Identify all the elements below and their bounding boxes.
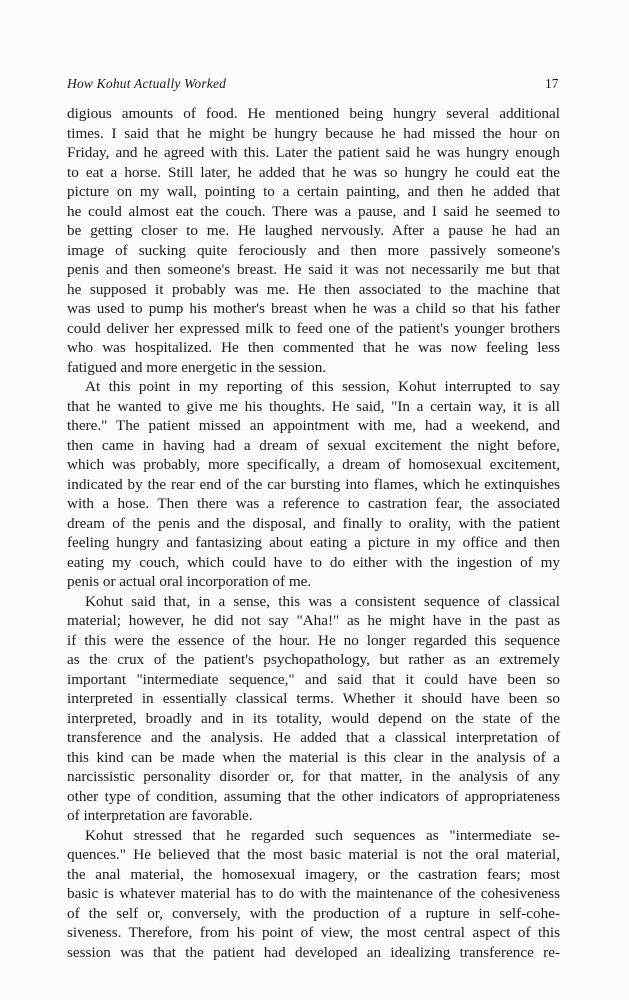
text-line: other type of condition, assuming that the other indicators of appropriateness <box>67 787 560 805</box>
text-line: important "intermediate sequence," and said that it could have been so <box>67 670 560 688</box>
text-line: feeling hungry and fantasizing about eating a picture in my office and then <box>67 534 560 551</box>
page-number: 17 <box>545 76 559 91</box>
text-line: which was probably, more specifically, a dream of homosexual excitement, <box>67 456 560 473</box>
text-line: there." The patient missed an appointment with me, had a weekend, and <box>67 417 560 434</box>
text-line: then came in having had a dream of sexual excitement the night before, <box>67 436 560 454</box>
paragraph <box>67 377 560 592</box>
text-line: eating my couch, which could have to do either with the ingestion of my <box>67 553 560 571</box>
text-line: image of sucking quite ferociously and then more passively someone's <box>67 241 560 259</box>
text-line: was used to pump his mother's breast when he was a child so that his father <box>67 300 560 317</box>
text-line: interpreted, broadly and in its totality, would depend on the state of the <box>67 709 560 727</box>
paragraph <box>67 826 560 963</box>
running-head-title: How Kohut Actually Worked <box>67 76 227 91</box>
text-line: indicated by the rear end of the car bursting into flames, which he extinquishes <box>67 475 560 493</box>
text-line: penis and then someone's breast. He said it was not necessarily me but that <box>67 261 560 278</box>
text-line: narcissistic personality disorder or, for that matter, in the analysis of any <box>67 768 560 785</box>
text-line: Kohut stressed that he regarded such sequences as "intermediate se- <box>85 826 560 844</box>
text-line: he supposed it probably was me. He then associated to the machine that <box>67 280 560 298</box>
text-line: fatigued and more energetic in the session. <box>67 358 327 376</box>
text-line: of interpretation are favorable. <box>67 807 253 824</box>
text-line: as the crux of the patient's psychopathology, but rather as an extremely <box>67 651 560 668</box>
text-line: transference and the analysis. He added that a classical interpretation of <box>67 729 560 746</box>
text-line: penis or actual oral incorporation of me. <box>67 573 312 590</box>
text-line: of the self or, conversely, with the production of a rupture in self-cohe- <box>67 904 560 922</box>
text-line: could deliver her expressed milk to feed one of the patient's younger brothers <box>67 319 560 337</box>
text-line: to eat a horse. Still later, he added that he was so hungry he could eat the <box>67 163 560 181</box>
text-line: times. I said that he might be hungry because he had missed the hour on <box>67 124 560 142</box>
text-line: session was that the patient had developed an idealizing transference re- <box>67 943 560 961</box>
text-line: interpreted in essentially classical terms. Whether it should have been so <box>67 690 560 707</box>
text-line: be getting closer to me. He laughed nervously. After a pause he had an <box>67 222 560 239</box>
paragraph <box>67 104 560 377</box>
text-line: he could almost eat the couch. There was a pause, and I said he seemed to <box>67 202 560 220</box>
body-text <box>67 104 560 962</box>
text-line: that he wanted to give me his thoughts. He said, "In a certain way, it is all <box>67 397 560 415</box>
text-line: the anal material, the homosexual imagery, or the castration fears; most <box>67 865 560 883</box>
text-line: who was hospitalized. He then commented that he was now feeling less <box>67 339 560 356</box>
text-line: Friday, and he agreed with this. Later the patient said he was hungry enough <box>67 144 560 161</box>
text-line: with a hose. Then there was a reference to castration fear, the associated <box>67 495 560 512</box>
text-line: picture on my wall, pointing to a certain painting, and then he added that <box>67 183 560 200</box>
text-line: At this point in my reporting of this session, Kohut interrupted to say <box>85 378 560 395</box>
paragraph <box>67 592 560 826</box>
text-line: digious amounts of food. He mentioned being hungry several additional <box>67 105 560 122</box>
text-line: if this were the essence of the hour. He no longer regarded this sequence <box>67 631 560 649</box>
text-line: dream of the penis and the disposal, and finally to orality, with the patient <box>67 514 560 532</box>
text-line: this kind can be made when the material is this clear in the analysis of a <box>67 748 560 766</box>
text-line: Kohut said that, in a sense, this was a consistent sequence of classical <box>85 592 560 610</box>
text-line: material; however, he did not say "Aha!" as he might have in the past as <box>67 612 560 629</box>
text-line: quences." He believed that the most basic material is not the oral material, <box>67 846 560 863</box>
text-line: basic is whatever material has to do with the maintenance of the cohesiveness <box>67 885 560 902</box>
text-line: siveness. Therefore, from his point of view, the most central aspect of this <box>67 924 560 941</box>
